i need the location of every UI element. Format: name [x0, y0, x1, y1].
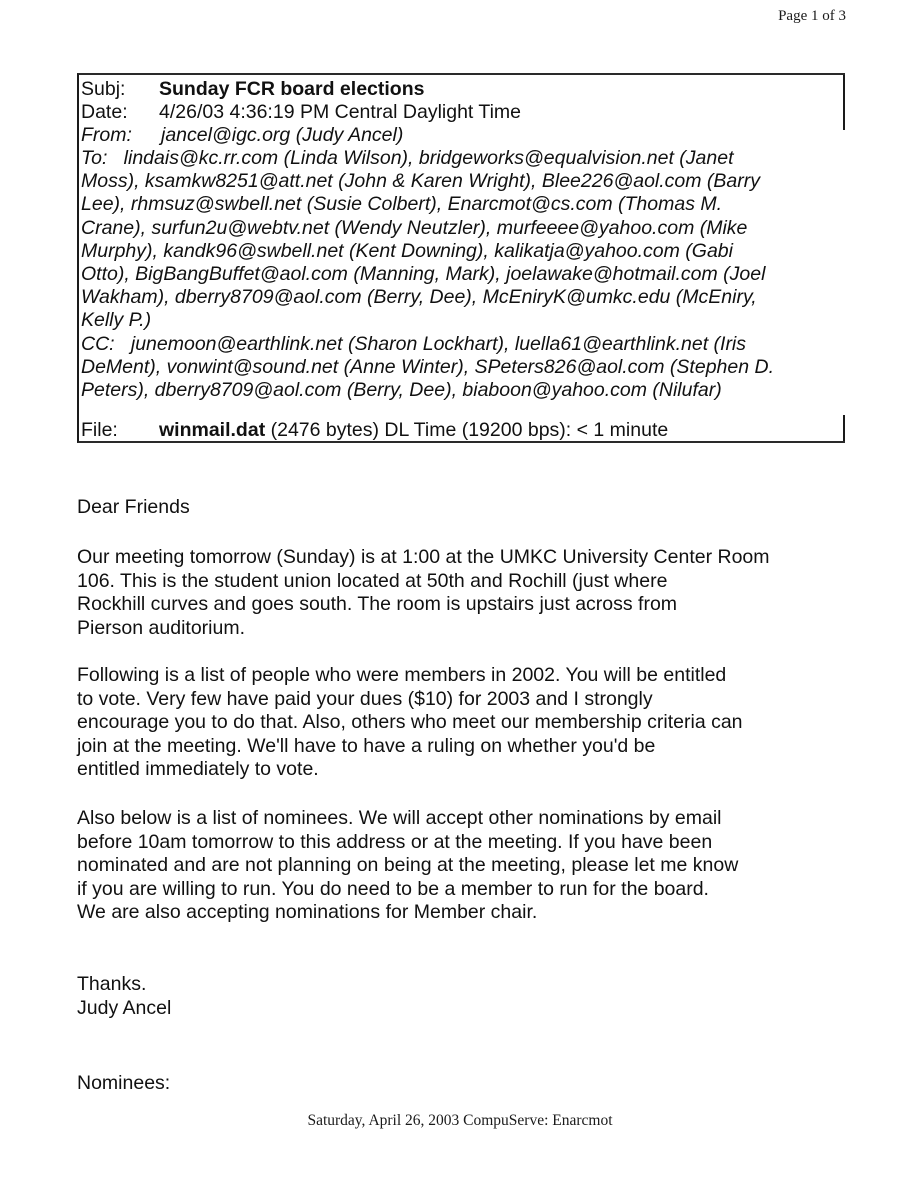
attachment-details: (2476 bytes) DL Time (19200 bps): < 1 minute: [265, 419, 669, 441]
date-label: Date:: [81, 101, 128, 123]
print-footer: Saturday, April 26, 2003 CompuServe: Enarcmot: [307, 1112, 613, 1129]
paragraph-nominations: Also below is a list of nominees. We will accept other nominations by email before 10am tomorrow to this address or at the meeting. If you have been nominated and are not planning on being at the meeting, please let me know if you are willing to run. You do need to be a member to run for the board. We are also accepting nominations for Member chair.: [77, 807, 739, 923]
subject-label: Subj:: [81, 78, 126, 100]
cc-label: CC:: [81, 333, 115, 355]
to-line: Otto), BigBangBuffet@aol.com (Manning, Mark), joelawake@hotmail.com (Joel: [81, 263, 766, 286]
to-line: Wakham), dberry8709@aol.com (Berry, Dee), McEniryK@umkc.edu (McEniry,: [81, 286, 757, 309]
to-line: Kelly P.): [81, 309, 152, 332]
subject-value: Sunday FCR board elections: [159, 78, 425, 100]
closing-signature: Thanks. Judy Ancel: [77, 973, 172, 1019]
paragraph-meeting-info: Our meeting tomorrow (Sunday) is at 1:00 at the UMKC University Center Room 106. This is the student union located at 50th and Rochill (just where Rockhill curves and goes south. The room is upstairs just across from Pierson auditorium.: [77, 546, 770, 639]
cc-line: Peters), dberry8709@aol.com (Berry, Dee), biaboon@yahoo.com (Nilufar): [81, 379, 722, 402]
to-line: Moss), ksamkw8251@att.net (John & Karen Wright), Blee226@aol.com (Barry: [81, 170, 761, 193]
date-row: [81, 101, 521, 124]
to-line: Lee), rhmsuz@swbell.net (Susie Colbert), Enarcmot@cs.com (Thomas M.: [81, 193, 723, 216]
nominees-heading: Nominees:: [77, 1072, 171, 1094]
from-label: From:: [81, 124, 132, 146]
date-value: 4/26/03 4:36:19 PM Central Daylight Time: [159, 101, 522, 123]
header-box-right-border-bottom: [843, 415, 845, 441]
to-line: Crane), surfun2u@webtv.net (Wendy Neutzler), murfeeee@yahoo.com (Mike: [81, 216, 748, 239]
to-label: To:: [81, 147, 108, 169]
email-header-box: [77, 73, 845, 443]
header-box-right-border-top: [843, 75, 845, 130]
paragraph-membership: Following is a list of people who were members in 2002. You will be entitled to vote. Very few have paid your dues ($10) for 2003 and I strongly encourage you to do that. Also, others who meet our membership criteria can join at the meeting. We'll have to have a ruling on whether you'd be entitled immediately to vote.: [77, 664, 743, 780]
attachment-filename: winmail.dat: [159, 419, 266, 441]
to-recipients: [81, 147, 841, 333]
to-line: Murphy), kandk96@swbell.net (Kent Downing), kalikatja@yahoo.com (Gabi: [81, 239, 733, 262]
cc-line: DeMent), vonwint@sound.net (Anne Winter), SPeters826@aol.com (Stephen D.: [81, 356, 774, 379]
cc-line: CC: junemoon@earthlink.net (Sharon Lockhart), luella61@earthlink.net (Iris: [81, 333, 747, 355]
greeting: Dear Friends: [77, 496, 190, 518]
file-row: [81, 419, 668, 442]
to-line: To: lindais@kc.rr.com (Linda Wilson), bridgeworks@equalvision.net (Janet: [81, 147, 734, 169]
from-value: jancel@igc.org (Judy Ancel): [161, 124, 404, 146]
page-number: Page 1 of 3: [778, 8, 846, 24]
from-row: [81, 124, 403, 147]
file-label: File:: [81, 419, 118, 441]
cc-recipients: [81, 333, 841, 403]
subject-row: [81, 78, 424, 101]
